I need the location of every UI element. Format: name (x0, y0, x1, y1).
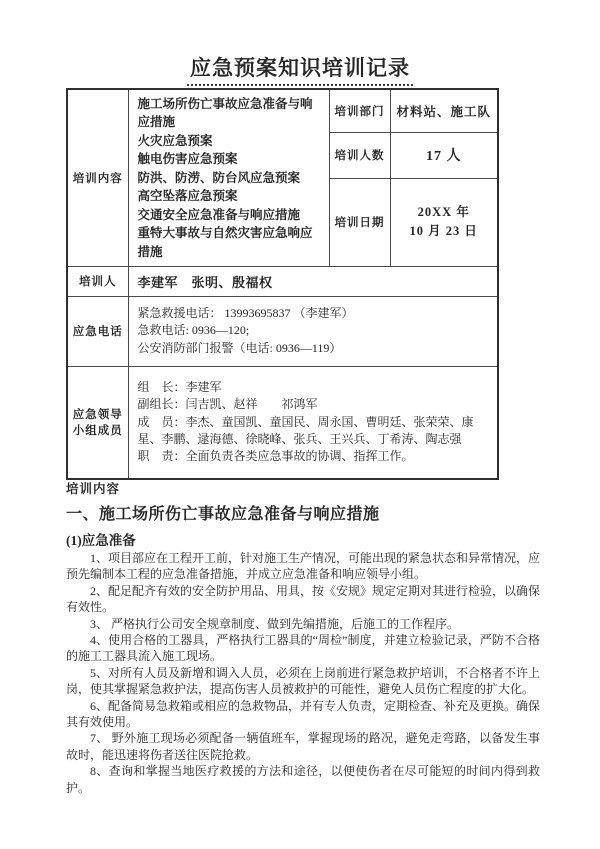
label-trainer: 培训人 (67, 266, 128, 296)
training-date-year: 20XX 年 (417, 205, 470, 219)
label-leader-group (67, 366, 128, 479)
emergency-phones-cell (128, 296, 498, 366)
phone-line: 公安消防部门报警（电话: 0936—119） (137, 340, 342, 355)
body-paragraph: 8、查询和掌握当地医疗救援的方法和途径，以便使伤者在尽可能短的时间内得到救护。 (66, 764, 540, 795)
body-heading: 一、施工场所伤亡事故应急准备与响应措施 (66, 506, 380, 523)
body-paragraph: 7、 野外施工现场必须配备一辆值班车，掌握现场的路况，避免走弯路，以备发生事故时，能迅速将伤者送往医院抢救。 (66, 731, 540, 762)
leader-group-label-line: 应急领导 (72, 409, 123, 422)
body-paragraph: 2、配足配齐有效的安全防护用品、用具，按《安规》规定定期对其进行检验，以确保有效性。 (66, 583, 541, 615)
phone-line: 急救电话: 0936—120; (137, 323, 250, 338)
body-section-label: 培训内容 (66, 482, 121, 496)
leader-line: 职 责：全面负责各类应急事故的协调、指挥工作。 (137, 449, 414, 464)
label-trainee-count: 培训人数 (329, 132, 390, 178)
training-content-item: 触电伤害应急预案 (137, 152, 238, 166)
leader-group-cell (128, 366, 498, 479)
training-content-item: 防洪、防涝、防台风应急预案 (137, 170, 301, 185)
title-area (0, 52, 600, 86)
training-content-item: 高空坠落应急预案 (137, 189, 238, 203)
document-title: 应急预案知识培训记录 (187, 52, 413, 86)
body-subheading: (1)应急准备 (66, 533, 136, 548)
body-paragraph: 6、配备简易急救箱或相应的急救物品，并有专人负责，定期检查、补充及更换。确保其有效使用。 (66, 698, 541, 730)
body-text (66, 481, 540, 796)
training-content-item: 火灾应急预案 (137, 133, 213, 148)
trainee-count-value: 17 人 (390, 132, 498, 178)
body-paragraph: 5、对所有人员及新增和调入人员，必须在上岗前进行紧急救护培训，不合格者不许上岗，使其掌握紧急救护法，提高伤害人员被救护的可能性，避免人员伤亡程度的扩大化。 (66, 665, 541, 697)
department-value: 材料站、施工队 (390, 89, 498, 132)
label-department: 培训部门 (329, 89, 390, 132)
leader-line: 副组长：闫吉凯、赵祥 祁鸿军 (137, 397, 318, 412)
training-date-value (390, 178, 498, 266)
training-content-item: 重特大事故与自然灾害应急响应措施 (137, 226, 313, 259)
label-training-content: 培训内容 (67, 89, 128, 266)
leader-group-label-line: 小组成员 (72, 425, 123, 438)
body-paragraph: 4、使用合格的工器具，严格执行工器具的“周检”制度，并建立检验记录，严防不合格的施工工器具流入施工现场。 (66, 633, 540, 664)
training-content-item: 施工场所伤亡事故应急准备与响应措施 (137, 96, 313, 129)
leader-line: 组 长：李建军 (137, 379, 222, 394)
label-training-date: 培训日期 (329, 178, 390, 266)
training-record-table (66, 88, 499, 480)
training-content-item: 交通安全应急准备与响应措施 (137, 207, 301, 222)
training-content-cell (128, 89, 329, 266)
training-date-day: 10 月 23 日 (409, 224, 478, 238)
body-paragraph: 1、项目部应在工程开工前，针对施工生产情况，可能出现的紧急状态和异常情况，应预先编制本工程的应急准备措施，并成立应急准备和响应领导小组。 (66, 551, 541, 582)
trainer-value: 李建军 张明、殷福权 (128, 266, 498, 296)
leader-line: 成 员：李杰、童国凯、童国民、周永国、曹明廷、张荣荣、康星、李鹏、逯海德、徐晓峰、张兵、王兴兵、丁希涛、陶志强 (137, 414, 474, 446)
phone-line: 紧急救援电话： 13993695837 （李建军） (137, 305, 354, 320)
body-paragraph: 3、 严格执行公司安全规章制度、做到先编措施，后施工的工作程序。 (90, 616, 460, 631)
label-emergency-phones: 应急电话 (67, 296, 128, 366)
